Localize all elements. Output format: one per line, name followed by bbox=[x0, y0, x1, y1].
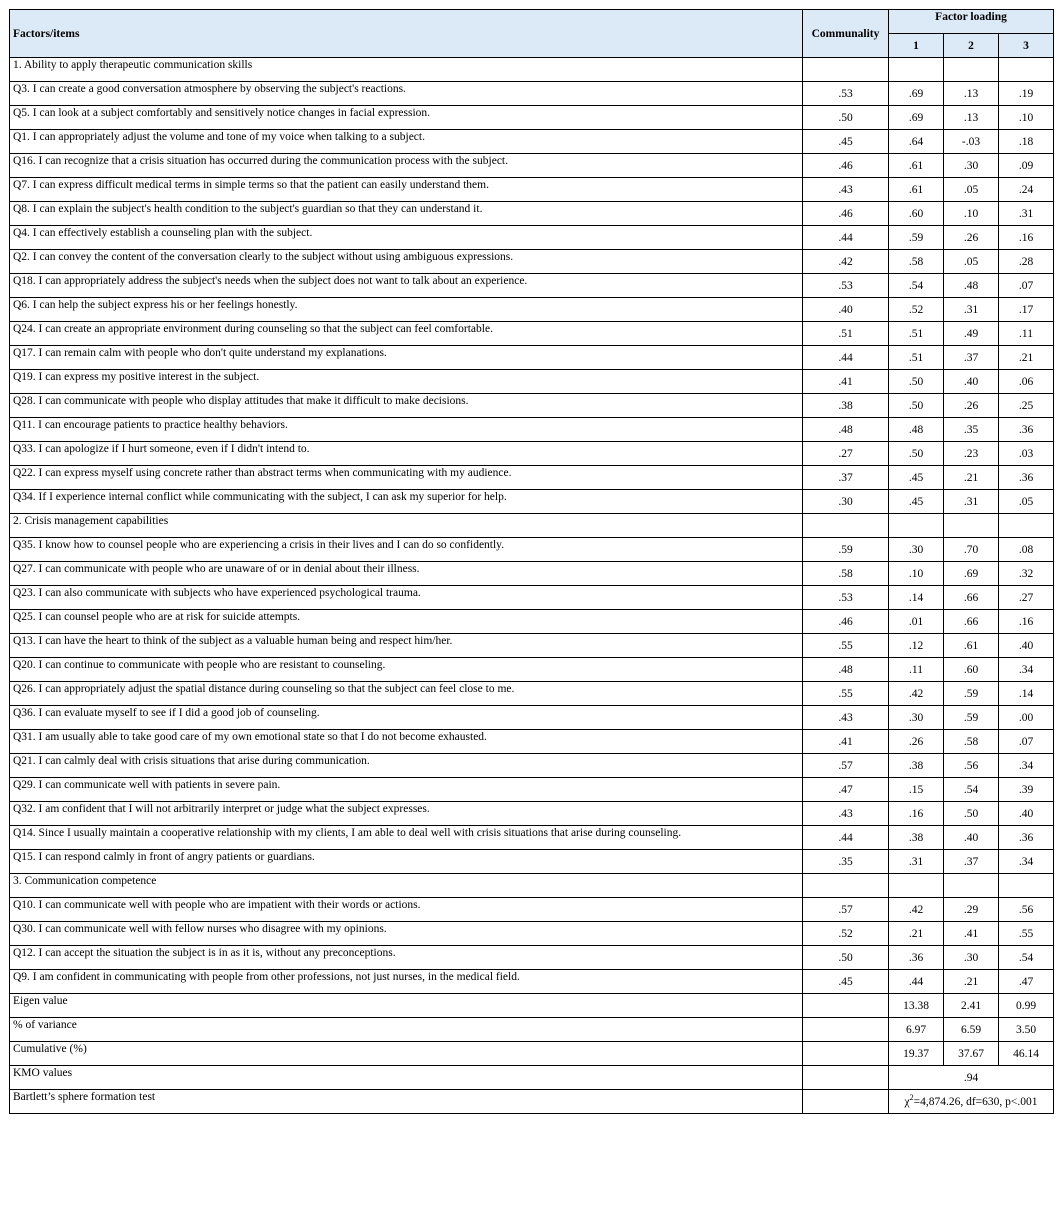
communality-value: .44 bbox=[803, 226, 889, 250]
factor-2-loading: .13 bbox=[944, 106, 999, 130]
factor-1-loading: .59 bbox=[889, 226, 944, 250]
empty-cell bbox=[803, 58, 889, 82]
factor-2-loading: .66 bbox=[944, 586, 999, 610]
factor-2-loading: .05 bbox=[944, 250, 999, 274]
table-row bbox=[10, 490, 1054, 514]
item-text: Q24. I can create an appropriate environment during counseling so that the subject can feel comfortable. bbox=[10, 322, 803, 346]
item-text: Q32. I am confident that I will not arbitrarily interpret or judge what the subject expresses. bbox=[10, 802, 803, 826]
item-text: Q4. I can effectively establish a counseling plan with the subject. bbox=[10, 226, 803, 250]
factor-1-loading: .31 bbox=[889, 850, 944, 874]
factor-1-loading: .58 bbox=[889, 250, 944, 274]
table-row bbox=[10, 106, 1054, 130]
factor-3-loading: .24 bbox=[999, 178, 1054, 202]
communality-value: .45 bbox=[803, 970, 889, 994]
communality-value: .43 bbox=[803, 178, 889, 202]
communality-value: .35 bbox=[803, 850, 889, 874]
item-text: Q21. I can calmly deal with crisis situations that arise during communication. bbox=[10, 754, 803, 778]
communality-value: .53 bbox=[803, 274, 889, 298]
communality-value: .46 bbox=[803, 154, 889, 178]
kmo-value: .94 bbox=[889, 1066, 1054, 1090]
communality-value: .55 bbox=[803, 682, 889, 706]
factor-2-loading: .49 bbox=[944, 322, 999, 346]
stat-label: % of variance bbox=[10, 1018, 803, 1042]
empty-cell bbox=[999, 58, 1054, 82]
table-row bbox=[10, 802, 1054, 826]
header-communality: Communality bbox=[803, 10, 889, 58]
item-text: Q13. I can have the heart to think of the subject as a valuable human being and respect him/her. bbox=[10, 634, 803, 658]
empty-cell bbox=[889, 874, 944, 898]
factor-2-loading: .26 bbox=[944, 394, 999, 418]
table-row bbox=[10, 82, 1054, 106]
item-text: Q11. I can encourage patients to practice healthy behaviors. bbox=[10, 418, 803, 442]
stat-factor-1: 6.97 bbox=[889, 1018, 944, 1042]
factor-1-loading: .15 bbox=[889, 778, 944, 802]
communality-value: .48 bbox=[803, 658, 889, 682]
item-text: Q35. I know how to counsel people who are experiencing a crisis in their lives and I can do so confidently. bbox=[10, 538, 803, 562]
table-row bbox=[10, 418, 1054, 442]
factor-2-loading: .26 bbox=[944, 226, 999, 250]
chi-superscript: 2 bbox=[909, 1092, 914, 1102]
table-row bbox=[10, 970, 1054, 994]
factor-1-loading: .51 bbox=[889, 322, 944, 346]
table-row bbox=[10, 562, 1054, 586]
empty-cell bbox=[803, 1090, 889, 1114]
factor-2-loading: .37 bbox=[944, 850, 999, 874]
factor-3-loading: .56 bbox=[999, 898, 1054, 922]
stat-factor-1: 13.38 bbox=[889, 994, 944, 1018]
item-text: Q5. I can look at a subject comfortably and sensitively notice changes in facial expression. bbox=[10, 106, 803, 130]
factor-2-loading: .35 bbox=[944, 418, 999, 442]
header-factor-loading: Factor loading bbox=[889, 10, 1054, 34]
communality-value: .50 bbox=[803, 946, 889, 970]
factor-2-loading: .21 bbox=[944, 970, 999, 994]
bartlett-statistic: =4,874.26, df=630, p<.001 bbox=[913, 1095, 1038, 1108]
factor-2-loading: .59 bbox=[944, 706, 999, 730]
factor-2-loading: .48 bbox=[944, 274, 999, 298]
table-row bbox=[10, 250, 1054, 274]
item-text: Q29. I can communicate well with patients in severe pain. bbox=[10, 778, 803, 802]
item-text: Q27. I can communicate with people who are unaware of or in denial about their illness. bbox=[10, 562, 803, 586]
item-text: Q14. Since I usually maintain a cooperative relationship with my clients, I am able to deal well with crisis situations that arise during counseling. bbox=[10, 826, 803, 850]
factor-3-loading: .54 bbox=[999, 946, 1054, 970]
factor-3-loading: .07 bbox=[999, 730, 1054, 754]
communality-value: .43 bbox=[803, 706, 889, 730]
factor-2-loading: .10 bbox=[944, 202, 999, 226]
stat-row bbox=[10, 1018, 1054, 1042]
factor-3-loading: .36 bbox=[999, 418, 1054, 442]
factor-2-loading: -.03 bbox=[944, 130, 999, 154]
factor-1-loading: .51 bbox=[889, 346, 944, 370]
item-text: Q26. I can appropriately adjust the spatial distance during counseling so that the subject can feel close to me. bbox=[10, 682, 803, 706]
factor-3-loading: .08 bbox=[999, 538, 1054, 562]
factor-1-loading: .50 bbox=[889, 442, 944, 466]
table-row bbox=[10, 394, 1054, 418]
item-text: Q9. I am confident in communicating with people from other professions, not just nurses, in the medical field. bbox=[10, 970, 803, 994]
header-factor-2: 2 bbox=[944, 34, 999, 58]
factor-3-loading: .07 bbox=[999, 274, 1054, 298]
factor-1-loading: .50 bbox=[889, 394, 944, 418]
factor-3-loading: .27 bbox=[999, 586, 1054, 610]
table-row bbox=[10, 754, 1054, 778]
factor-1-loading: .61 bbox=[889, 178, 944, 202]
factor-2-loading: .66 bbox=[944, 610, 999, 634]
item-text: Q33. I can apologize if I hurt someone, even if I didn't intend to. bbox=[10, 442, 803, 466]
factor-2-loading: .21 bbox=[944, 466, 999, 490]
table-row bbox=[10, 658, 1054, 682]
table-row bbox=[10, 298, 1054, 322]
communality-value: .53 bbox=[803, 586, 889, 610]
communality-value: .38 bbox=[803, 394, 889, 418]
item-text: Q15. I can respond calmly in front of angry patients or guardians. bbox=[10, 850, 803, 874]
stat-factor-2: 37.67 bbox=[944, 1042, 999, 1066]
bartlett-value bbox=[889, 1090, 1054, 1114]
table-row bbox=[10, 922, 1054, 946]
item-text: Q18. I can appropriately address the subject's needs when the subject does not want to talk about an experience. bbox=[10, 274, 803, 298]
factor-3-loading: .31 bbox=[999, 202, 1054, 226]
item-text: Q28. I can communicate with people who display attitudes that make it difficult to make decisions. bbox=[10, 394, 803, 418]
section-title: 2. Crisis management capabilities bbox=[10, 514, 803, 538]
item-text: Q8. I can explain the subject's health condition to the subject's guardian so that they can understand it. bbox=[10, 202, 803, 226]
item-text: Q31. I am usually able to take good care of my own emotional state so that I do not become exhausted. bbox=[10, 730, 803, 754]
chi-symbol: χ bbox=[904, 1095, 910, 1108]
table-row bbox=[10, 706, 1054, 730]
factor-1-loading: .42 bbox=[889, 898, 944, 922]
factor-3-loading: .34 bbox=[999, 658, 1054, 682]
factor-1-loading: .45 bbox=[889, 490, 944, 514]
factor-2-loading: .13 bbox=[944, 82, 999, 106]
factor-1-loading: .26 bbox=[889, 730, 944, 754]
communality-value: .46 bbox=[803, 610, 889, 634]
factor-1-loading: .50 bbox=[889, 370, 944, 394]
communality-value: .57 bbox=[803, 898, 889, 922]
factor-3-loading: .40 bbox=[999, 634, 1054, 658]
communality-value: .46 bbox=[803, 202, 889, 226]
section-row bbox=[10, 874, 1054, 898]
factor-1-loading: .42 bbox=[889, 682, 944, 706]
table-row bbox=[10, 202, 1054, 226]
factor-3-loading: .11 bbox=[999, 322, 1054, 346]
factor-2-loading: .31 bbox=[944, 490, 999, 514]
communality-value: .58 bbox=[803, 562, 889, 586]
item-text: Q6. I can help the subject express his or her feelings honestly. bbox=[10, 298, 803, 322]
bartlett-label: Bartlett’s sphere formation test bbox=[10, 1090, 803, 1114]
factor-2-loading: .54 bbox=[944, 778, 999, 802]
empty-cell bbox=[803, 994, 889, 1018]
factor-2-loading: .23 bbox=[944, 442, 999, 466]
factor-3-loading: .28 bbox=[999, 250, 1054, 274]
header-factor-3: 3 bbox=[999, 34, 1054, 58]
factor-3-loading: .40 bbox=[999, 802, 1054, 826]
header-factors-items: Factors/items bbox=[10, 10, 803, 58]
communality-value: .41 bbox=[803, 370, 889, 394]
section-row bbox=[10, 514, 1054, 538]
table-row bbox=[10, 130, 1054, 154]
factor-3-loading: .39 bbox=[999, 778, 1054, 802]
communality-value: .59 bbox=[803, 538, 889, 562]
factor-3-loading: .00 bbox=[999, 706, 1054, 730]
table-row bbox=[10, 826, 1054, 850]
factor-3-loading: .32 bbox=[999, 562, 1054, 586]
table-row bbox=[10, 370, 1054, 394]
empty-cell bbox=[944, 58, 999, 82]
item-text: Q19. I can express my positive interest in the subject. bbox=[10, 370, 803, 394]
table-row bbox=[10, 682, 1054, 706]
kmo-label: KMO values bbox=[10, 1066, 803, 1090]
factor-3-loading: .10 bbox=[999, 106, 1054, 130]
factor-1-loading: .01 bbox=[889, 610, 944, 634]
table-row bbox=[10, 850, 1054, 874]
table-row bbox=[10, 346, 1054, 370]
stat-factor-1: 19.37 bbox=[889, 1042, 944, 1066]
header-row bbox=[10, 10, 1054, 34]
factor-3-loading: .34 bbox=[999, 850, 1054, 874]
table-row bbox=[10, 226, 1054, 250]
factor-1-loading: .54 bbox=[889, 274, 944, 298]
section-title: 3. Communication competence bbox=[10, 874, 803, 898]
communality-value: .52 bbox=[803, 922, 889, 946]
factor-2-loading: .59 bbox=[944, 682, 999, 706]
factor-1-loading: .52 bbox=[889, 298, 944, 322]
table-header bbox=[10, 10, 1054, 58]
factor-3-loading: .06 bbox=[999, 370, 1054, 394]
empty-cell bbox=[803, 514, 889, 538]
factor-3-loading: .19 bbox=[999, 82, 1054, 106]
empty-cell bbox=[803, 1066, 889, 1090]
factor-1-loading: .30 bbox=[889, 706, 944, 730]
factor-3-loading: .36 bbox=[999, 826, 1054, 850]
item-text: Q2. I can convey the content of the conversation clearly to the subject without using ambiguous expressions. bbox=[10, 250, 803, 274]
empty-cell bbox=[999, 874, 1054, 898]
item-text: Q30. I can communicate well with fellow nurses who disagree with my opinions. bbox=[10, 922, 803, 946]
factor-3-loading: .09 bbox=[999, 154, 1054, 178]
stat-factor-3: 0.99 bbox=[999, 994, 1054, 1018]
empty-cell bbox=[944, 514, 999, 538]
table-row bbox=[10, 322, 1054, 346]
item-text: Q1. I can appropriately adjust the volume and tone of my voice when talking to a subject. bbox=[10, 130, 803, 154]
table-row bbox=[10, 946, 1054, 970]
factor-2-loading: .29 bbox=[944, 898, 999, 922]
table-row bbox=[10, 442, 1054, 466]
communality-value: .53 bbox=[803, 82, 889, 106]
table-row bbox=[10, 586, 1054, 610]
table-row bbox=[10, 538, 1054, 562]
empty-cell bbox=[889, 58, 944, 82]
factor-1-loading: .38 bbox=[889, 826, 944, 850]
empty-cell bbox=[889, 514, 944, 538]
factor-2-loading: .58 bbox=[944, 730, 999, 754]
communality-value: .40 bbox=[803, 298, 889, 322]
communality-value: .27 bbox=[803, 442, 889, 466]
factor-3-loading: .03 bbox=[999, 442, 1054, 466]
stat-row bbox=[10, 1042, 1054, 1066]
stat-factor-2: 2.41 bbox=[944, 994, 999, 1018]
factor-3-loading: .05 bbox=[999, 490, 1054, 514]
item-text: Q22. I can express myself using concrete rather than abstract terms when communicating with my audience. bbox=[10, 466, 803, 490]
factor-3-loading: .16 bbox=[999, 226, 1054, 250]
factor-2-loading: .40 bbox=[944, 826, 999, 850]
factor-1-loading: .69 bbox=[889, 106, 944, 130]
item-text: Q36. I can evaluate myself to see if I did a good job of counseling. bbox=[10, 706, 803, 730]
factor-2-loading: .30 bbox=[944, 946, 999, 970]
table-row bbox=[10, 154, 1054, 178]
communality-value: .42 bbox=[803, 250, 889, 274]
factor-3-loading: .34 bbox=[999, 754, 1054, 778]
table-body bbox=[10, 58, 1054, 1114]
stat-row bbox=[10, 994, 1054, 1018]
stat-factor-3: 3.50 bbox=[999, 1018, 1054, 1042]
item-text: Q34. If I experience internal conflict while communicating with the subject, I can ask my superior for help. bbox=[10, 490, 803, 514]
table-row bbox=[10, 466, 1054, 490]
factor-1-loading: .48 bbox=[889, 418, 944, 442]
item-text: Q7. I can express difficult medical terms in simple terms so that the patient can easily understand them. bbox=[10, 178, 803, 202]
factor-3-loading: .17 bbox=[999, 298, 1054, 322]
factor-2-loading: .61 bbox=[944, 634, 999, 658]
factor-2-loading: .50 bbox=[944, 802, 999, 826]
factor-2-loading: .60 bbox=[944, 658, 999, 682]
factor-2-loading: .41 bbox=[944, 922, 999, 946]
communality-value: .37 bbox=[803, 466, 889, 490]
communality-value: .30 bbox=[803, 490, 889, 514]
kmo-row bbox=[10, 1066, 1054, 1090]
factor-1-loading: .11 bbox=[889, 658, 944, 682]
communality-value: .55 bbox=[803, 634, 889, 658]
factor-1-loading: .16 bbox=[889, 802, 944, 826]
factor-2-loading: .69 bbox=[944, 562, 999, 586]
item-text: Q12. I can accept the situation the subject is in as it is, without any preconceptions. bbox=[10, 946, 803, 970]
section-title: 1. Ability to apply therapeutic communication skills bbox=[10, 58, 803, 82]
factor-2-loading: .70 bbox=[944, 538, 999, 562]
bartlett-row bbox=[10, 1090, 1054, 1114]
empty-cell bbox=[803, 874, 889, 898]
factor-3-loading: .18 bbox=[999, 130, 1054, 154]
item-text: Q23. I can also communicate with subjects who have experienced psychological trauma. bbox=[10, 586, 803, 610]
empty-cell bbox=[944, 874, 999, 898]
factor-3-loading: .55 bbox=[999, 922, 1054, 946]
item-text: Q20. I can continue to communicate with people who are resistant to counseling. bbox=[10, 658, 803, 682]
stat-factor-2: 6.59 bbox=[944, 1018, 999, 1042]
factor-1-loading: .60 bbox=[889, 202, 944, 226]
communality-value: .51 bbox=[803, 322, 889, 346]
factor-1-loading: .36 bbox=[889, 946, 944, 970]
communality-value: .43 bbox=[803, 802, 889, 826]
factor-3-loading: .21 bbox=[999, 346, 1054, 370]
item-text: Q25. I can counsel people who are at risk for suicide attempts. bbox=[10, 610, 803, 634]
stat-label: Eigen value bbox=[10, 994, 803, 1018]
communality-value: .48 bbox=[803, 418, 889, 442]
item-text: Q16. I can recognize that a crisis situation has occurred during the communication process with the subject. bbox=[10, 154, 803, 178]
factor-2-loading: .37 bbox=[944, 346, 999, 370]
factor-3-loading: .16 bbox=[999, 610, 1054, 634]
factor-1-loading: .44 bbox=[889, 970, 944, 994]
factor-1-loading: .61 bbox=[889, 154, 944, 178]
communality-value: .45 bbox=[803, 130, 889, 154]
factor-1-loading: .30 bbox=[889, 538, 944, 562]
item-text: Q17. I can remain calm with people who don't quite understand my explanations. bbox=[10, 346, 803, 370]
header-factor-1: 1 bbox=[889, 34, 944, 58]
factor-3-loading: .25 bbox=[999, 394, 1054, 418]
empty-cell bbox=[803, 1018, 889, 1042]
section-row bbox=[10, 58, 1054, 82]
communality-value: .50 bbox=[803, 106, 889, 130]
factor-2-loading: .31 bbox=[944, 298, 999, 322]
table-row bbox=[10, 274, 1054, 298]
table-row bbox=[10, 610, 1054, 634]
item-text: Q3. I can create a good conversation atmosphere by observing the subject's reactions. bbox=[10, 82, 803, 106]
factor-2-loading: .05 bbox=[944, 178, 999, 202]
factor-1-loading: .64 bbox=[889, 130, 944, 154]
communality-value: .47 bbox=[803, 778, 889, 802]
item-text: Q10. I can communicate well with people who are impatient with their words or actions. bbox=[10, 898, 803, 922]
factor-2-loading: .30 bbox=[944, 154, 999, 178]
factor-1-loading: .38 bbox=[889, 754, 944, 778]
factor-3-loading: .14 bbox=[999, 682, 1054, 706]
factor-3-loading: .47 bbox=[999, 970, 1054, 994]
factor-1-loading: .21 bbox=[889, 922, 944, 946]
factor-2-loading: .40 bbox=[944, 370, 999, 394]
communality-value: .41 bbox=[803, 730, 889, 754]
factor-1-loading: .69 bbox=[889, 82, 944, 106]
stat-label: Cumulative (%) bbox=[10, 1042, 803, 1066]
factor-3-loading: .36 bbox=[999, 466, 1054, 490]
communality-value: .57 bbox=[803, 754, 889, 778]
empty-cell bbox=[999, 514, 1054, 538]
factor-1-loading: .45 bbox=[889, 466, 944, 490]
factor-analysis-table bbox=[9, 9, 1054, 1114]
table-row bbox=[10, 730, 1054, 754]
table-row bbox=[10, 634, 1054, 658]
communality-value: .44 bbox=[803, 346, 889, 370]
table-row bbox=[10, 898, 1054, 922]
stat-factor-3: 46.14 bbox=[999, 1042, 1054, 1066]
table-row bbox=[10, 178, 1054, 202]
table-row bbox=[10, 778, 1054, 802]
factor-1-loading: .14 bbox=[889, 586, 944, 610]
factor-1-loading: .10 bbox=[889, 562, 944, 586]
factor-2-loading: .56 bbox=[944, 754, 999, 778]
empty-cell bbox=[803, 1042, 889, 1066]
factor-1-loading: .12 bbox=[889, 634, 944, 658]
communality-value: .44 bbox=[803, 826, 889, 850]
